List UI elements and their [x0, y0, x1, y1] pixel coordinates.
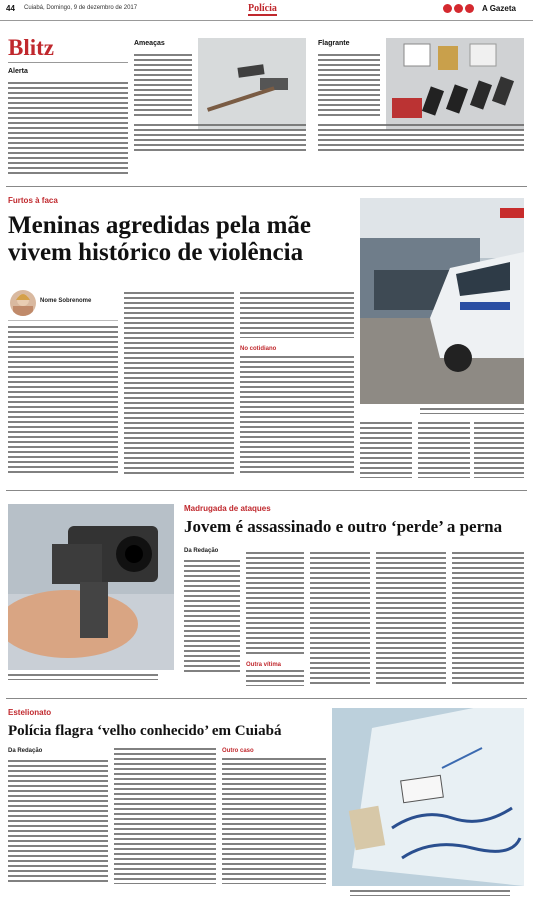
- social-icon: [454, 4, 463, 13]
- blitz-flagrante-head: Flagrante: [318, 40, 350, 47]
- main-col-5: [418, 422, 470, 478]
- second-col-1: [184, 560, 240, 672]
- main-col-3a: [240, 292, 354, 338]
- second-col-5: [452, 552, 524, 686]
- brand-logo: A Gazeta: [482, 4, 516, 13]
- police-car-photo: [360, 198, 524, 404]
- second-kicker: Madrugada de ataques: [184, 504, 271, 513]
- weapons-photo: [198, 38, 306, 130]
- third-subhead: Outro caso: [222, 748, 254, 754]
- gun-photo: [8, 504, 174, 670]
- third-byline: Da Redação: [8, 748, 43, 754]
- main-kicker: Furtos à faca: [8, 196, 58, 205]
- blitz-ameacas-head: Ameaças: [134, 40, 165, 47]
- third-col-3: [222, 758, 326, 884]
- blitz-flagrante-text: [318, 54, 380, 118]
- divider: [6, 490, 527, 491]
- main-col-3b: [240, 356, 354, 476]
- edition-date: Cuiabá, Domingo, 9 de dezembro de 2017: [24, 5, 138, 11]
- photo-caption: [420, 408, 524, 414]
- seized-items-illustration: [386, 38, 524, 130]
- third-col-2: [114, 748, 216, 884]
- second-headline: Jovem é assassinado e outro ‘perde’ a perna: [184, 517, 503, 536]
- third-col-1: [8, 760, 108, 884]
- second-col-2: [246, 552, 304, 656]
- second-byline: Da Redação: [184, 548, 219, 554]
- blitz-text: [8, 82, 128, 174]
- third-kicker: Estelionato: [8, 708, 52, 717]
- blitz-subtitle: Alerta: [8, 68, 28, 75]
- blitz-title: Blitz: [8, 35, 54, 60]
- blitz-flagrante-text-2: [318, 124, 524, 152]
- second-col-3: [310, 552, 370, 686]
- main-author: Nome Sobrenome: [40, 298, 92, 304]
- main-col-2: [124, 292, 234, 476]
- second-col-4: [376, 552, 446, 686]
- section-title: Polícia: [248, 3, 277, 14]
- police-car-illustration: [360, 198, 524, 404]
- gun-caption: [8, 674, 158, 680]
- social-icon: [465, 4, 474, 13]
- main-col-6: [474, 422, 524, 478]
- weapons-illustration: [198, 38, 306, 130]
- divider: [6, 186, 527, 187]
- second-col-2b: [246, 670, 304, 686]
- check-photo: [332, 708, 524, 886]
- main-headline: Meninas agredidas pela mãe vivem histórico de violência: [8, 212, 312, 266]
- third-headline: Polícia flagra ‘velho conhecido’ em Cuiabá: [8, 723, 282, 739]
- blitz-ameacas-text-2: [134, 124, 306, 152]
- gun-illustration: [8, 504, 174, 670]
- second-subhead: Outra vítima: [246, 662, 282, 668]
- main-col-1: [8, 326, 118, 476]
- check-caption: [350, 890, 510, 896]
- divider: [8, 62, 128, 63]
- divider: [8, 320, 118, 321]
- blitz-ameacas-text: [134, 54, 192, 118]
- check-illustration: [332, 708, 524, 886]
- divider: [6, 698, 527, 699]
- seized-items-photo: [386, 38, 524, 130]
- social-icon: [443, 4, 452, 13]
- main-subhead: No cotidiano: [240, 346, 277, 352]
- page-number: 44: [6, 4, 15, 13]
- social-icons: [443, 4, 474, 13]
- main-col-4: [360, 422, 412, 478]
- author-avatar: [10, 290, 36, 316]
